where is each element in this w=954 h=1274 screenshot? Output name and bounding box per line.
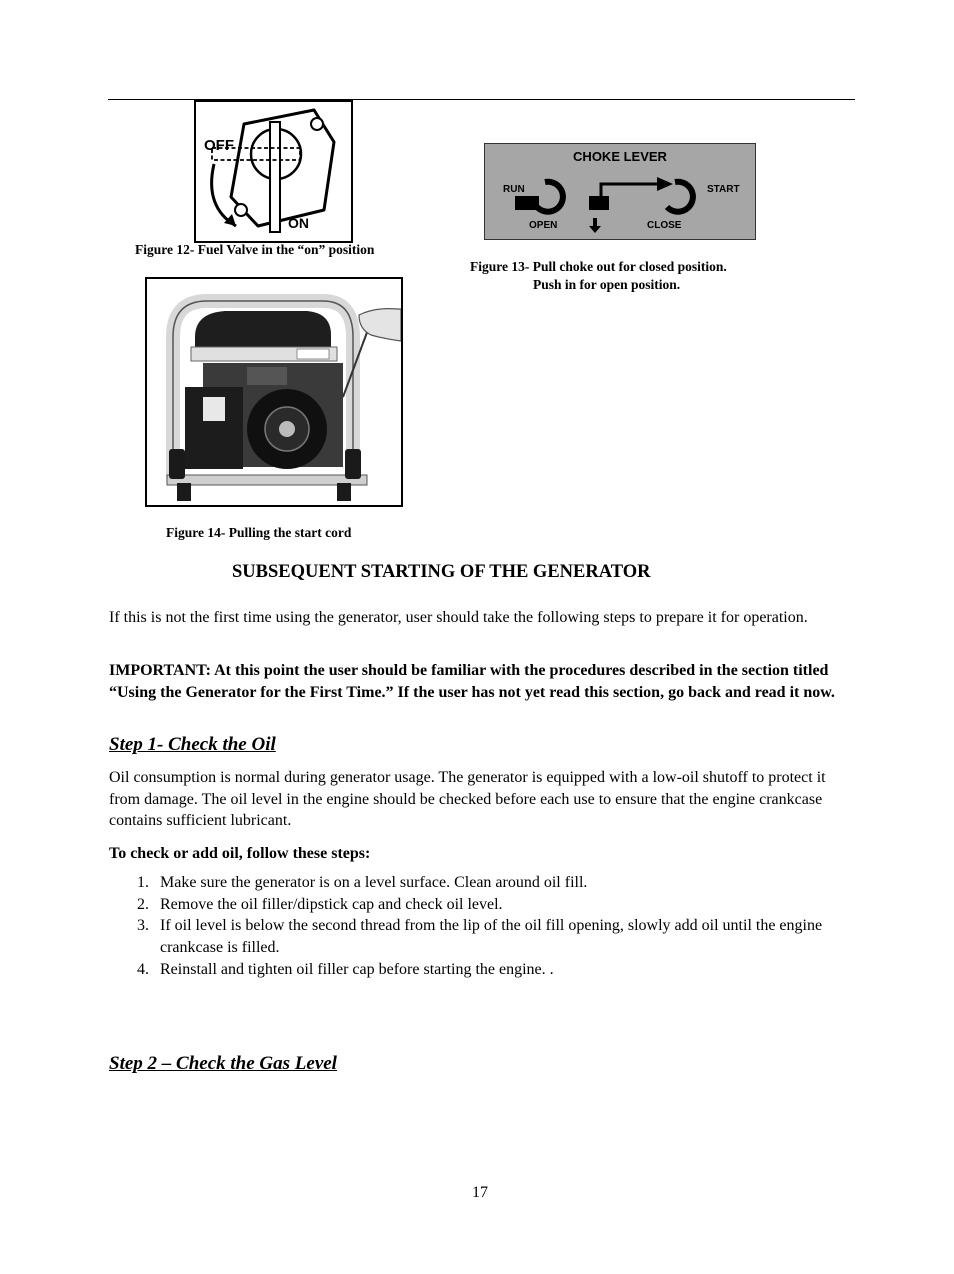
step-1-title: Step 1- Check the Oil xyxy=(109,734,276,755)
list-item-text: If oil level is below the second thread from the lip of the oil fill opening, slowly add oil until the engine crankcase is filled. xyxy=(160,917,823,956)
figure-12-caption: Figure 12- Fuel Valve in the “on” position xyxy=(135,242,375,257)
important-note: IMPORTANT: At this point the user should be familiar with the procedures described in the section titled “Using the Generator for the First Time.” If the user has not yet read this section, go back and read it now. xyxy=(109,662,835,701)
list-item-text: Remove the oil filler/dipstick cap and check oil level. xyxy=(160,896,503,913)
oil-steps-list xyxy=(131,872,855,982)
fuel-valve-on-label: ON xyxy=(288,215,309,231)
intro-paragraph: If this is not the first time using the generator, user should take the following steps to prepare it for operation. xyxy=(109,609,808,626)
figure-13-caption-line-1: Figure 13- Pull choke out for closed position. xyxy=(470,259,727,274)
list-item-text: Make sure the generator is on a level surface. Clean around oil fill. xyxy=(160,874,588,891)
choke-open-label: OPEN xyxy=(529,220,558,231)
list-item xyxy=(131,959,855,981)
generator-illustration xyxy=(147,279,401,505)
figure-12-fuel-valve xyxy=(194,100,353,243)
list-item-text: Reinstall and tighten oil filler cap before starting the engine. . xyxy=(160,961,554,978)
figure-14-generator-photo xyxy=(145,277,403,507)
list-item-number: 1. xyxy=(137,874,149,891)
list-item xyxy=(131,872,855,894)
figure-13-choke-lever xyxy=(484,143,756,240)
choke-run-label: RUN xyxy=(503,184,525,195)
list-item-number: 3. xyxy=(137,917,149,934)
fuel-valve-off-label: OFF xyxy=(204,137,234,154)
figure-14-caption: Figure 14- Pulling the start cord xyxy=(166,525,352,540)
choke-start-label: START xyxy=(707,184,740,195)
choke-lever-illustration xyxy=(485,144,755,239)
list-item-number: 4. xyxy=(137,961,149,978)
list-item xyxy=(131,894,855,916)
step-1-subhead: To check or add oil, follow these steps: xyxy=(109,845,371,862)
step-2-title: Step 2 – Check the Gas Level xyxy=(109,1053,337,1074)
list-item xyxy=(131,915,855,959)
page-number: 17 xyxy=(472,1184,488,1201)
choke-title: CHOKE LEVER xyxy=(573,149,667,164)
section-title: SUBSEQUENT STARTING OF THE GENERATOR xyxy=(232,562,651,582)
fuel-valve-illustration xyxy=(196,102,351,241)
step-1-body: Oil consumption is normal during generator usage. The generator is equipped with a low-oil shutoff to protect it from damage. The oil level in the engine should be checked before each use to ensure that the engine crankcase contains sufficient lubricant. xyxy=(109,769,826,829)
choke-close-label: CLOSE xyxy=(647,220,682,231)
figure-13-caption-line-2: Push in for open position. xyxy=(533,277,681,292)
list-item-number: 2. xyxy=(137,896,149,913)
